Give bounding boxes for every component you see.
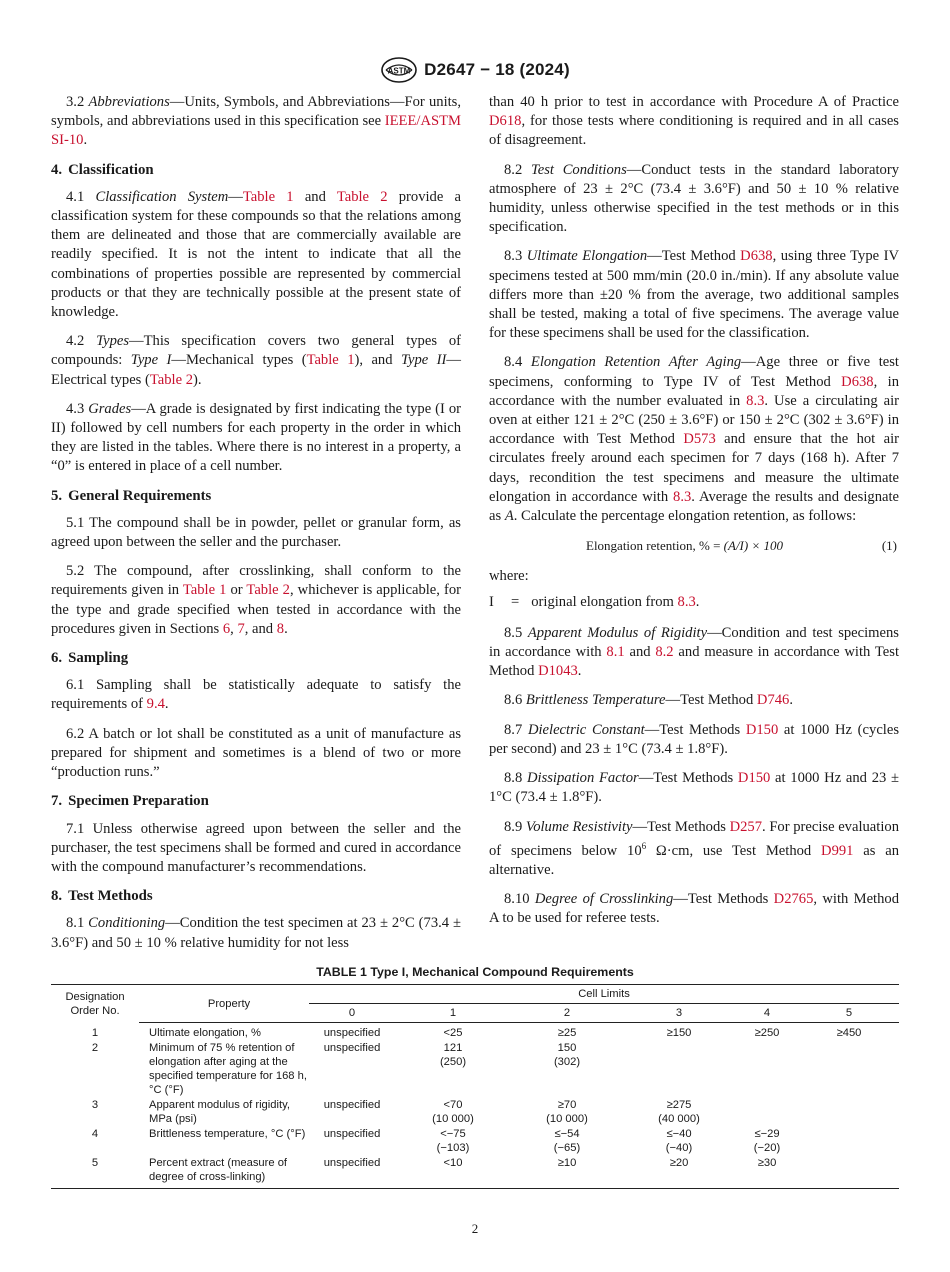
section-heading-4: 4. Classification: [51, 161, 154, 178]
paragraph-8-5: 8.5 Apparent Modulus of Rigidity—Condition and test specimens in accordance with 8.1 and 8.2 and measure in accordance with Test Method D1043.: [489, 624, 899, 680]
where-label: where:: [489, 568, 529, 585]
equation-1: [489, 536, 899, 555]
table-row: [51, 1127, 899, 1156]
link-table-2[interactable]: Table 2: [336, 188, 388, 205]
header-cell-3: 3: [623, 1004, 735, 1023]
section-heading-8: 8. Test Methods: [51, 888, 153, 905]
table-cell-c3: ≥150: [666, 1027, 692, 1039]
table-cell-prop: Minimum of 75 % retention of elongation after aging at the specified temperature for 168 h, °C (°F): [149, 1042, 307, 1096]
header-cell-2: 2: [511, 1004, 623, 1023]
equation-number: (1): [881, 538, 897, 554]
table-cell-c3: ≥275 (40 000): [658, 1099, 700, 1125]
link-section-8-3[interactable]: 8.3: [677, 593, 696, 610]
table-cell-prop: Ultimate elongation, %: [149, 1027, 261, 1039]
table-cell-c1: <10: [395, 1156, 511, 1189]
paragraph-8-1: 8.1 Conditioning—Condition the test specimen at 23 ± 2°C (73.4 ± 3.6°F) and 50 ± 10 % relative humidity for not less: [51, 915, 461, 951]
table-cell-no: 1: [91, 1026, 99, 1039]
paragraph-8-4: 8.4 Elongation Retention After Aging—Age three or five test specimens, conforming to Type IV of Test Method D638, in accordance with the number evaluated in 8.3. Use a circulating air oven at either 121 ± 2°C (250 ± 3.6°F) or 150 ± 2°C (302 ± 3.6°F) in accordance with Test Method D573 and ensure that the hot air circulates freely around each specimen for 7 days (168 h). After 7 days, recondition the test specimens and measure the ultimate elongation in accordance with 8.3. Average the results and designate as A. Calculate the percentage elongation retention, as follows:: [489, 354, 899, 525]
link-d2765[interactable]: D2765: [773, 890, 814, 907]
paragraph-6-2: 6.2 A batch or lot shall be constituted as a unit of manufacture as prepared for shipment and sometimes is a blend of two or more “production runs.”: [51, 725, 461, 781]
header-cell-4: 4: [735, 1004, 799, 1023]
table-row: [51, 1156, 899, 1189]
header-designation-order-no: Designation Order No.: [51, 985, 139, 1023]
table-cell-c5: [799, 1041, 899, 1098]
table-cell-c2: ≤−54 (−65): [553, 1128, 581, 1154]
paragraph-8-6: 8.6 Brittleness Temperature—Test Method D746.: [504, 692, 793, 709]
paragraph-8-1-continued: than 40 h prior to test in accordance with Procedure A of Practice D618, for those tests where conditioning is required and in all cases of disagreement.: [489, 94, 899, 149]
link-section-9-4[interactable]: 9.4: [146, 696, 165, 713]
table-cell-c1: 121 (250): [439, 1042, 467, 1068]
table-cell-c4: ≥30: [735, 1156, 799, 1189]
table-cell-c2: ≥25: [557, 1027, 577, 1039]
link-d150[interactable]: D150: [745, 721, 779, 738]
link-section-8-2[interactable]: 8.2: [655, 644, 674, 661]
table-cell-c0: unspecified: [309, 1156, 395, 1189]
header-cell-5: 5: [799, 1004, 899, 1023]
right-column: [489, 93, 899, 938]
paragraph-3-2: 3.2 Abbreviations—Units, Symbols, and Abbreviations—For units, symbols, and abbreviations used in this specification see IEEE/ASTM SI-10.: [51, 94, 462, 149]
table-cell-no: 3: [91, 1099, 99, 1111]
table-cell-c1: <−75 (−103): [436, 1128, 470, 1154]
table-cell-c3: ≥20: [623, 1156, 735, 1189]
link-table-1[interactable]: Table 1: [242, 188, 294, 205]
link-table-2[interactable]: Table 2: [149, 371, 194, 388]
table-cell-c4: [735, 1098, 799, 1127]
link-section-8-1[interactable]: 8.1: [606, 644, 625, 661]
link-ieee-astm-si-10[interactable]: IEEE/ASTM SI-10: [51, 113, 461, 149]
link-section-8-3[interactable]: 8.3: [746, 392, 765, 409]
table-cell-c1: <25: [443, 1027, 463, 1039]
table-1: [51, 984, 899, 1189]
table-cell-c2: 150 (302): [553, 1042, 581, 1068]
table-cell-c1: <70 (10 000): [432, 1099, 474, 1125]
link-d746[interactable]: D746: [756, 692, 790, 709]
equation-expression: Elongation retention, % = (A/I) × 100: [586, 538, 783, 554]
header-cell-0: 0: [309, 1004, 395, 1023]
section-heading-5: 5. General Requirements: [51, 487, 212, 504]
left-column: [51, 93, 461, 963]
page-number: 2: [471, 1221, 479, 1236]
table-cell-c0: unspecified: [323, 1099, 381, 1111]
paragraph-4-1: 4.1 Classification System—Table 1 and Table 2 provide a classification system for these compounds so that the relations among them are delineated and those that are commercially available are readily specified. It is not the intent to indicate that all the combinations of properties possible are represented by commercial products or that they are technically possible at the present state of knowledge.: [51, 188, 462, 321]
paragraph-8-2: 8.2 Test Conditions—Conduct tests in the standard laboratory atmosphere of 23 ± 2°C (73.4 ± 3.6°F) and 50 ± 10 % relative humidity, unless otherwise specified in the test methods or in this specification.: [489, 161, 899, 236]
link-table-1[interactable]: Table 1: [306, 352, 355, 369]
table-cell-c4: ≥250: [754, 1027, 780, 1039]
header-cell-1: 1: [395, 1004, 511, 1023]
link-d638[interactable]: D638: [740, 248, 773, 265]
link-d150[interactable]: D150: [737, 770, 771, 787]
table-row: [51, 1041, 899, 1098]
table-cell-c5: [799, 1127, 899, 1156]
link-d638[interactable]: D638: [841, 373, 874, 390]
table-cell-no: 2: [91, 1042, 99, 1054]
paragraph-8-3: 8.3 Ultimate Elongation—Test Method D638, using three Type IV specimens tested at 500 mm/min (20.0 in./min). If any absolute value differs more than ±20 % from the average, two additional samples shall be tested, making a total of five specimens. The average value for these specimens shall be used for the classification.: [489, 248, 899, 342]
paragraph-7-1: 7.1 Unless otherwise agreed upon between the seller and the purchaser, the test specimens shall be formed and cured in accordance with the compound manufacturer’s recommendations.: [51, 820, 461, 875]
header-property: Property: [139, 985, 309, 1023]
table-cell-c5: [799, 1098, 899, 1127]
table-cell-c5: [799, 1156, 899, 1189]
link-d618[interactable]: D618: [489, 113, 522, 130]
header-cell-limits: Cell Limits: [309, 985, 899, 1004]
table-cell-c3: ≤−40 (−40): [665, 1128, 693, 1154]
table-1-body: [51, 1023, 899, 1189]
paragraph-6-1: 6.1 Sampling shall be statistically adequate to satisfy the requirements of 9.4.: [51, 677, 461, 713]
section-heading-7: 7. Specimen Preparation: [51, 793, 209, 810]
link-section-7[interactable]: 7: [237, 620, 245, 637]
table-cell-c0: unspecified: [323, 1042, 381, 1054]
table-cell-prop: Percent extract (measure of degree of cross-linking): [139, 1156, 309, 1189]
paragraph-4-3: 4.3 Grades—A grade is designated by first indicating the type (I or II) followed by cell numbers for each property in the order in which they are listed in the tables. Where there is no interest in a property, a “0” is entered in place of a cell number.: [51, 400, 461, 475]
link-section-6[interactable]: 6: [222, 620, 231, 637]
table-row: [51, 1023, 899, 1042]
table-cell-no: 4: [91, 1128, 99, 1140]
table-cell-c2: ≥10: [511, 1156, 623, 1189]
link-d257[interactable]: D257: [729, 818, 763, 835]
paragraph-5-1: 5.1 The compound shall be in powder, pellet or granular form, as agreed upon between the seller and the purchaser.: [51, 514, 461, 551]
table-row: [51, 1098, 899, 1127]
paragraph-8-7: 8.7 Dielectric Constant—Test Methods D150 at 1000 Hz (cycles per second) and 23 ± 1°C (73.4 ± 1.8°F).: [489, 721, 900, 757]
astm-logo-icon: [380, 56, 418, 84]
table-cell-c0: unspecified: [323, 1027, 381, 1039]
link-d991[interactable]: D991: [821, 842, 854, 859]
table-cell-c2: ≥70 (10 000): [546, 1099, 588, 1125]
table-cell-c3: [623, 1041, 735, 1098]
definition-i: I = original elongation from 8.3.: [489, 593, 700, 610]
table-cell-prop: Brittleness temperature, °C (°F): [149, 1128, 306, 1140]
svg-text:ASTM: ASTM: [387, 66, 411, 76]
link-table-2[interactable]: Table 2: [246, 582, 290, 599]
table-cell-c4: [735, 1041, 799, 1098]
paragraph-5-2: 5.2 The compound, after crosslinking, shall conform to the requirements given in Table 1 or Table 2, whichever is applicable, for the type and grade specified when tested in accordance with the procedures given in Sections 6, 7, and 8.: [51, 563, 462, 637]
link-section-8[interactable]: 8: [276, 620, 285, 637]
document-designation: D2647 − 18 (2024): [424, 60, 570, 79]
table-cell-no: 5: [51, 1156, 139, 1189]
table-cell-c5: ≥450: [836, 1027, 862, 1039]
paragraph-4-2: 4.2 Types—This specification covers two general types of compounds: Type I—Mechanical types (Table 1), and Type II—Electrical types (Table 2).: [51, 333, 461, 388]
paragraph-8-9: 8.9 Volume Resistivity—Test Methods D257. For precise evaluation of specimens below $10^6$ Ω·cm, use Test Method D991 as an alternative.: [489, 818, 900, 878]
page-header: [0, 56, 950, 84]
link-table-1[interactable]: Table 1: [182, 582, 227, 599]
link-d1043[interactable]: D1043: [538, 663, 578, 680]
section-heading-6: 6. Sampling: [51, 650, 129, 667]
table-1-title: TABLE 1 Type I, Mechanical Compound Requirements: [316, 965, 634, 979]
paragraph-8-10: 8.10 Degree of Crosslinking—Test Methods D2765, with Method A to be used for referee tests.: [489, 890, 899, 927]
link-section-8-3[interactable]: 8.3: [673, 488, 692, 505]
paragraph-8-8: 8.8 Dissipation Factor—Test Methods D150 at 1000 Hz and 23 ± 1°C (73.4 ± 1.8°F).: [489, 770, 900, 806]
table-cell-prop: Apparent modulus of rigidity, MPa (psi): [149, 1099, 290, 1125]
table-cell-c4: ≤−29 (−20): [753, 1128, 781, 1154]
link-d573[interactable]: D573: [683, 431, 716, 448]
table-cell-c0: unspecified: [323, 1128, 381, 1140]
